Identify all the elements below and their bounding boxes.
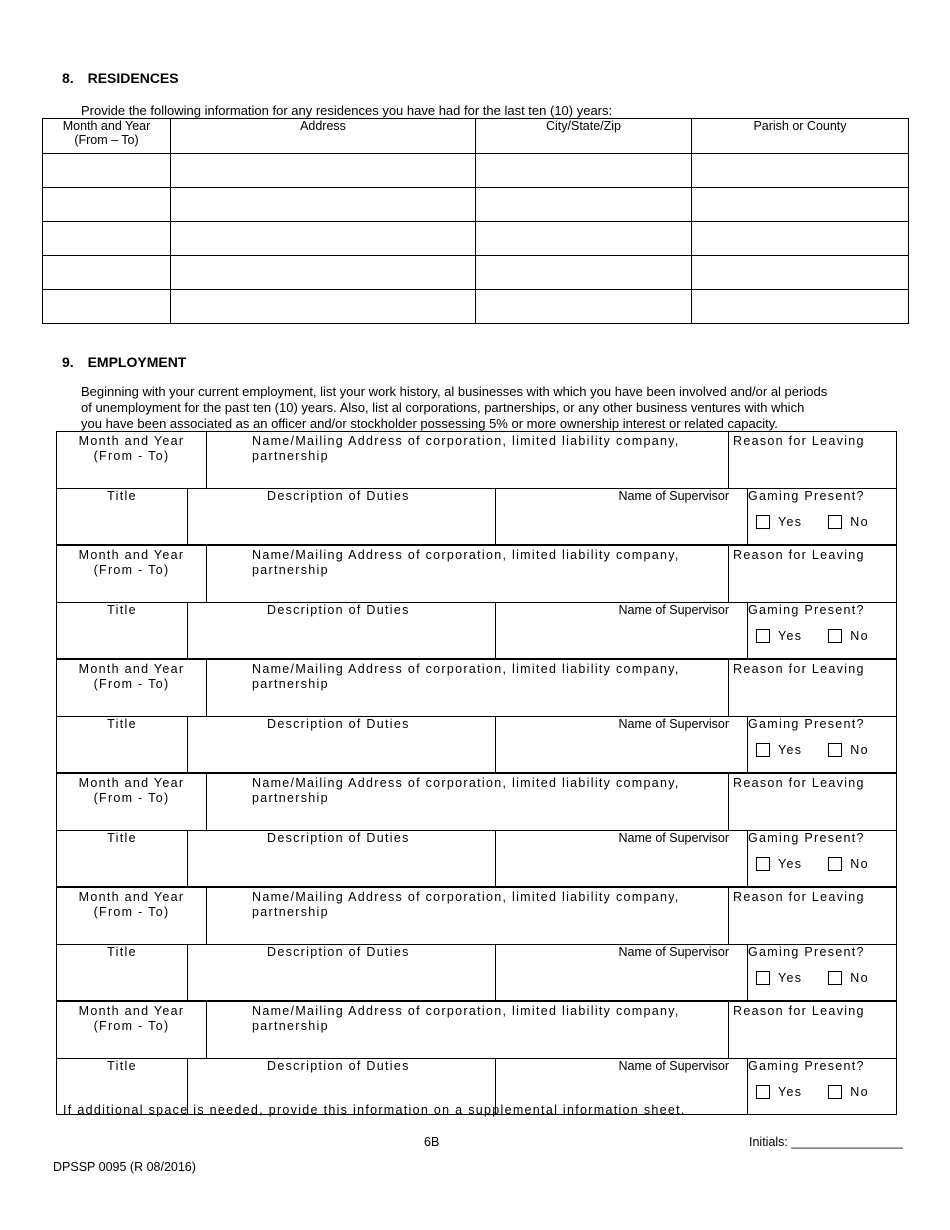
residence-month-field[interactable] (43, 154, 171, 188)
employment-month-cell[interactable] (57, 660, 207, 716)
employment-supervisor-label: Name of Supervisor (618, 489, 729, 503)
employment-heading-number: 9. (62, 354, 74, 370)
employment-supervisor-cell[interactable] (496, 489, 748, 544)
employment-heading-text: EMPLOYMENT (87, 354, 187, 370)
employment-month-label-line2: (From - To) (93, 563, 170, 577)
employment-name-label-line2: partnership (252, 677, 329, 691)
gaming-yes-label: Yes (778, 743, 803, 757)
employment-supervisor-label: Name of Supervisor (618, 945, 729, 959)
employment-row-bottom (57, 603, 896, 659)
employment-supervisor-cell[interactable] (496, 945, 748, 1000)
employment-reason-label: Reason for Leaving (733, 662, 865, 676)
employment-gaming-label: Gaming Present? (748, 603, 865, 617)
employment-title-cell[interactable] (57, 603, 188, 658)
residence-row (43, 188, 909, 222)
residence-address-field[interactable] (171, 222, 476, 256)
employment-duties-cell[interactable] (188, 831, 496, 886)
employment-reason-label: Reason for Leaving (733, 548, 865, 562)
employment-name-label-line1: Name/Mailing Address of corporation, limited liability company, (252, 776, 680, 790)
employment-name-label-line2: partnership (252, 905, 329, 919)
employment-month-cell[interactable] (57, 432, 207, 488)
gaming-yes-checkbox[interactable] (756, 629, 770, 643)
employment-entry (56, 1001, 897, 1115)
employment-reason-cell[interactable] (729, 660, 896, 716)
employment-name-address-cell[interactable] (207, 660, 729, 716)
gaming-yes-label: Yes (778, 1085, 803, 1099)
employment-gaming-label: Gaming Present? (748, 945, 865, 959)
employment-duties-cell[interactable] (188, 489, 496, 544)
employment-duties-label: Description of Duties (267, 603, 410, 617)
employment-row-bottom (57, 717, 896, 773)
employment-reason-label: Reason for Leaving (733, 434, 865, 448)
employment-gaming-options (756, 515, 869, 529)
gaming-no-checkbox[interactable] (828, 515, 842, 529)
gaming-no-checkbox[interactable] (828, 743, 842, 757)
employment-row-top (57, 546, 896, 603)
employment-name-label-line1: Name/Mailing Address of corporation, limited liability company, (252, 434, 680, 448)
employment-month-cell[interactable] (57, 888, 207, 944)
employment-title-cell[interactable] (57, 717, 188, 772)
gaming-no-label: No (850, 857, 869, 871)
employment-month-label-line2: (From - To) (93, 677, 170, 691)
employment-table (56, 431, 897, 1115)
residence-address-field[interactable] (171, 256, 476, 290)
employment-entry (56, 887, 897, 1001)
employment-title-cell[interactable] (57, 945, 188, 1000)
employment-entry (56, 773, 897, 887)
gaming-no-label: No (850, 515, 869, 529)
employment-intro-line3: you have been associated as an officer and/or stockholder possessing 5% or more ownership interest or related capacity. (81, 416, 778, 431)
residences-col-month (43, 119, 171, 154)
residence-month-field[interactable] (43, 188, 171, 222)
employment-gaming-options (756, 629, 869, 643)
employment-month-label-line1: Month and Year (78, 890, 185, 904)
employment-gaming-cell (748, 603, 896, 658)
employment-row-top (57, 432, 896, 489)
employment-supervisor-cell[interactable] (496, 831, 748, 886)
employment-reason-cell[interactable] (729, 546, 896, 602)
employment-name-label-line2: partnership (252, 791, 329, 805)
residences-header-row (43, 119, 909, 154)
employment-reason-cell[interactable] (729, 432, 896, 488)
residence-row (43, 290, 909, 324)
employment-entry (56, 545, 897, 659)
employment-heading (62, 354, 186, 370)
employment-title-label: Title (107, 831, 137, 845)
employment-duties-cell[interactable] (188, 717, 496, 772)
gaming-yes-checkbox[interactable] (756, 743, 770, 757)
employment-month-label-line1: Month and Year (78, 662, 185, 676)
employment-name-address-cell[interactable] (207, 774, 729, 830)
employment-name-address-cell[interactable] (207, 546, 729, 602)
employment-month-label-line2: (From - To) (93, 1019, 170, 1033)
employment-supervisor-label: Name of Supervisor (618, 603, 729, 617)
employment-reason-label: Reason for Leaving (733, 890, 865, 904)
employment-title-label: Title (107, 945, 137, 959)
employment-footnote: If additional space is needed, provide this information on a supplemental information sheet. (63, 1103, 686, 1117)
employment-gaming-label: Gaming Present? (748, 1059, 865, 1073)
employment-duties-cell[interactable] (188, 945, 496, 1000)
employment-name-address-cell[interactable] (207, 888, 729, 944)
initials-field[interactable]: Initials: ________________ (749, 1135, 903, 1149)
gaming-yes-checkbox[interactable] (756, 515, 770, 529)
employment-name-label-line1: Name/Mailing Address of corporation, limited liability company, (252, 662, 680, 676)
employment-gaming-cell (748, 717, 896, 772)
form-id: DPSSP 0095 (R 08/2016) (53, 1160, 196, 1174)
residence-row (43, 222, 909, 256)
residence-month-field[interactable] (43, 222, 171, 256)
residences-col-month-line2: (From – To) (74, 133, 139, 147)
employment-gaming-options (756, 971, 869, 985)
employment-row-top (57, 888, 896, 945)
employment-supervisor-label: Name of Supervisor (618, 831, 729, 845)
employment-gaming-options (756, 1085, 869, 1099)
page-number: 6B (424, 1135, 440, 1149)
employment-name-label-line2: partnership (252, 449, 329, 463)
employment-month-label-line1: Month and Year (78, 548, 185, 562)
employment-title-label: Title (107, 717, 137, 731)
residence-city-field[interactable] (476, 188, 692, 222)
employment-month-label-line2: (From - To) (93, 791, 170, 805)
gaming-no-label: No (850, 743, 869, 757)
residence-parish-field[interactable] (692, 290, 909, 324)
residences-heading-text: RESIDENCES (87, 70, 179, 86)
employment-gaming-cell (748, 489, 896, 544)
employment-intro-line2: of unemployment for the past ten (10) years. Also, list al corporations, partnerships, or any other business ventures with which (81, 400, 805, 415)
employment-reason-cell[interactable] (729, 1002, 896, 1058)
gaming-no-label: No (850, 629, 869, 643)
employment-duties-label: Description of Duties (267, 489, 410, 503)
employment-month-label-line1: Month and Year (78, 1004, 185, 1018)
employment-row-bottom (57, 831, 896, 887)
employment-duties-label: Description of Duties (267, 1059, 410, 1073)
employment-supervisor-label: Name of Supervisor (618, 1059, 729, 1073)
employment-row-top (57, 660, 896, 717)
residence-city-field[interactable] (476, 256, 692, 290)
gaming-no-checkbox[interactable] (828, 971, 842, 985)
employment-month-label-line1: Month and Year (78, 434, 185, 448)
residences-col-address: Address (171, 119, 476, 154)
residences-col-city: City/State/Zip (476, 119, 692, 154)
gaming-no-label: No (850, 1085, 869, 1099)
employment-title-label: Title (107, 489, 137, 503)
gaming-yes-checkbox[interactable] (756, 1085, 770, 1099)
employment-row-bottom (57, 945, 896, 1001)
gaming-no-label: No (850, 971, 869, 985)
employment-name-label-line2: partnership (252, 1019, 329, 1033)
employment-row-top (57, 1002, 896, 1059)
residence-parish-field[interactable] (692, 222, 909, 256)
employment-reason-cell[interactable] (729, 888, 896, 944)
employment-supervisor-label: Name of Supervisor (618, 717, 729, 731)
employment-month-cell[interactable] (57, 1002, 207, 1058)
gaming-yes-label: Yes (778, 971, 803, 985)
gaming-yes-label: Yes (778, 515, 803, 529)
employment-intro-line1: Beginning with your current employment, list your work history, al businesses with which you have been involved and/or al periods (81, 384, 828, 399)
employment-gaming-label: Gaming Present? (748, 489, 865, 503)
employment-gaming-label: Gaming Present? (748, 831, 865, 845)
residence-month-field[interactable] (43, 290, 171, 324)
residence-address-field[interactable] (171, 188, 476, 222)
employment-name-label-line1: Name/Mailing Address of corporation, limited liability company, (252, 890, 680, 904)
employment-name-label-line1: Name/Mailing Address of corporation, limited liability company, (252, 1004, 680, 1018)
residence-address-field[interactable] (171, 154, 476, 188)
residences-heading (62, 70, 179, 86)
residence-parish-field[interactable] (692, 188, 909, 222)
employment-name-address-cell[interactable] (207, 1002, 729, 1058)
residence-month-field[interactable] (43, 256, 171, 290)
gaming-yes-checkbox[interactable] (756, 971, 770, 985)
employment-entry (56, 659, 897, 773)
employment-supervisor-cell[interactable] (496, 603, 748, 658)
residence-address-field[interactable] (171, 290, 476, 324)
employment-reason-label: Reason for Leaving (733, 776, 865, 790)
residence-city-field[interactable] (476, 290, 692, 324)
residences-col-month-line1: Month and Year (62, 119, 151, 133)
employment-name-address-cell[interactable] (207, 432, 729, 488)
gaming-yes-label: Yes (778, 629, 803, 643)
residence-parish-field[interactable] (692, 154, 909, 188)
employment-gaming-cell (748, 831, 896, 886)
employment-row-bottom (57, 489, 896, 545)
employment-gaming-options (756, 857, 869, 871)
employment-title-label: Title (107, 1059, 137, 1073)
residence-row (43, 256, 909, 290)
employment-gaming-options (756, 743, 869, 757)
gaming-no-checkbox[interactable] (828, 1085, 842, 1099)
employment-reason-label: Reason for Leaving (733, 1004, 865, 1018)
employment-month-cell[interactable] (57, 546, 207, 602)
residence-city-field[interactable] (476, 222, 692, 256)
employment-duties-cell[interactable] (188, 603, 496, 658)
residences-intro: Provide the following information for any residences you have had for the last ten (10) years: (81, 103, 613, 118)
residences-table (42, 118, 909, 324)
employment-month-label-line2: (From - To) (93, 449, 170, 463)
employment-duties-label: Description of Duties (267, 831, 410, 845)
residence-row (43, 154, 909, 188)
gaming-no-checkbox[interactable] (828, 629, 842, 643)
residence-city-field[interactable] (476, 154, 692, 188)
employment-month-label-line1: Month and Year (78, 776, 185, 790)
employment-row-top (57, 774, 896, 831)
employment-gaming-label: Gaming Present? (748, 717, 865, 731)
employment-month-cell[interactable] (57, 774, 207, 830)
employment-duties-label: Description of Duties (267, 945, 410, 959)
employment-name-label-line1: Name/Mailing Address of corporation, limited liability company, (252, 548, 680, 562)
employment-reason-cell[interactable] (729, 774, 896, 830)
employment-title-label: Title (107, 603, 137, 617)
residence-parish-field[interactable] (692, 256, 909, 290)
employment-duties-label: Description of Duties (267, 717, 410, 731)
employment-title-cell[interactable] (57, 489, 188, 544)
gaming-yes-checkbox[interactable] (756, 857, 770, 871)
employment-gaming-cell (748, 945, 896, 1000)
employment-name-label-line2: partnership (252, 563, 329, 577)
employment-entry (56, 431, 897, 545)
employment-intro (81, 384, 911, 432)
residences-col-parish: Parish or County (692, 119, 909, 154)
employment-gaming-cell (748, 1059, 896, 1114)
employment-month-label-line2: (From - To) (93, 905, 170, 919)
employment-supervisor-cell[interactable] (496, 717, 748, 772)
residences-heading-number: 8. (62, 70, 74, 86)
employment-title-cell[interactable] (57, 831, 188, 886)
gaming-yes-label: Yes (778, 857, 803, 871)
gaming-no-checkbox[interactable] (828, 857, 842, 871)
